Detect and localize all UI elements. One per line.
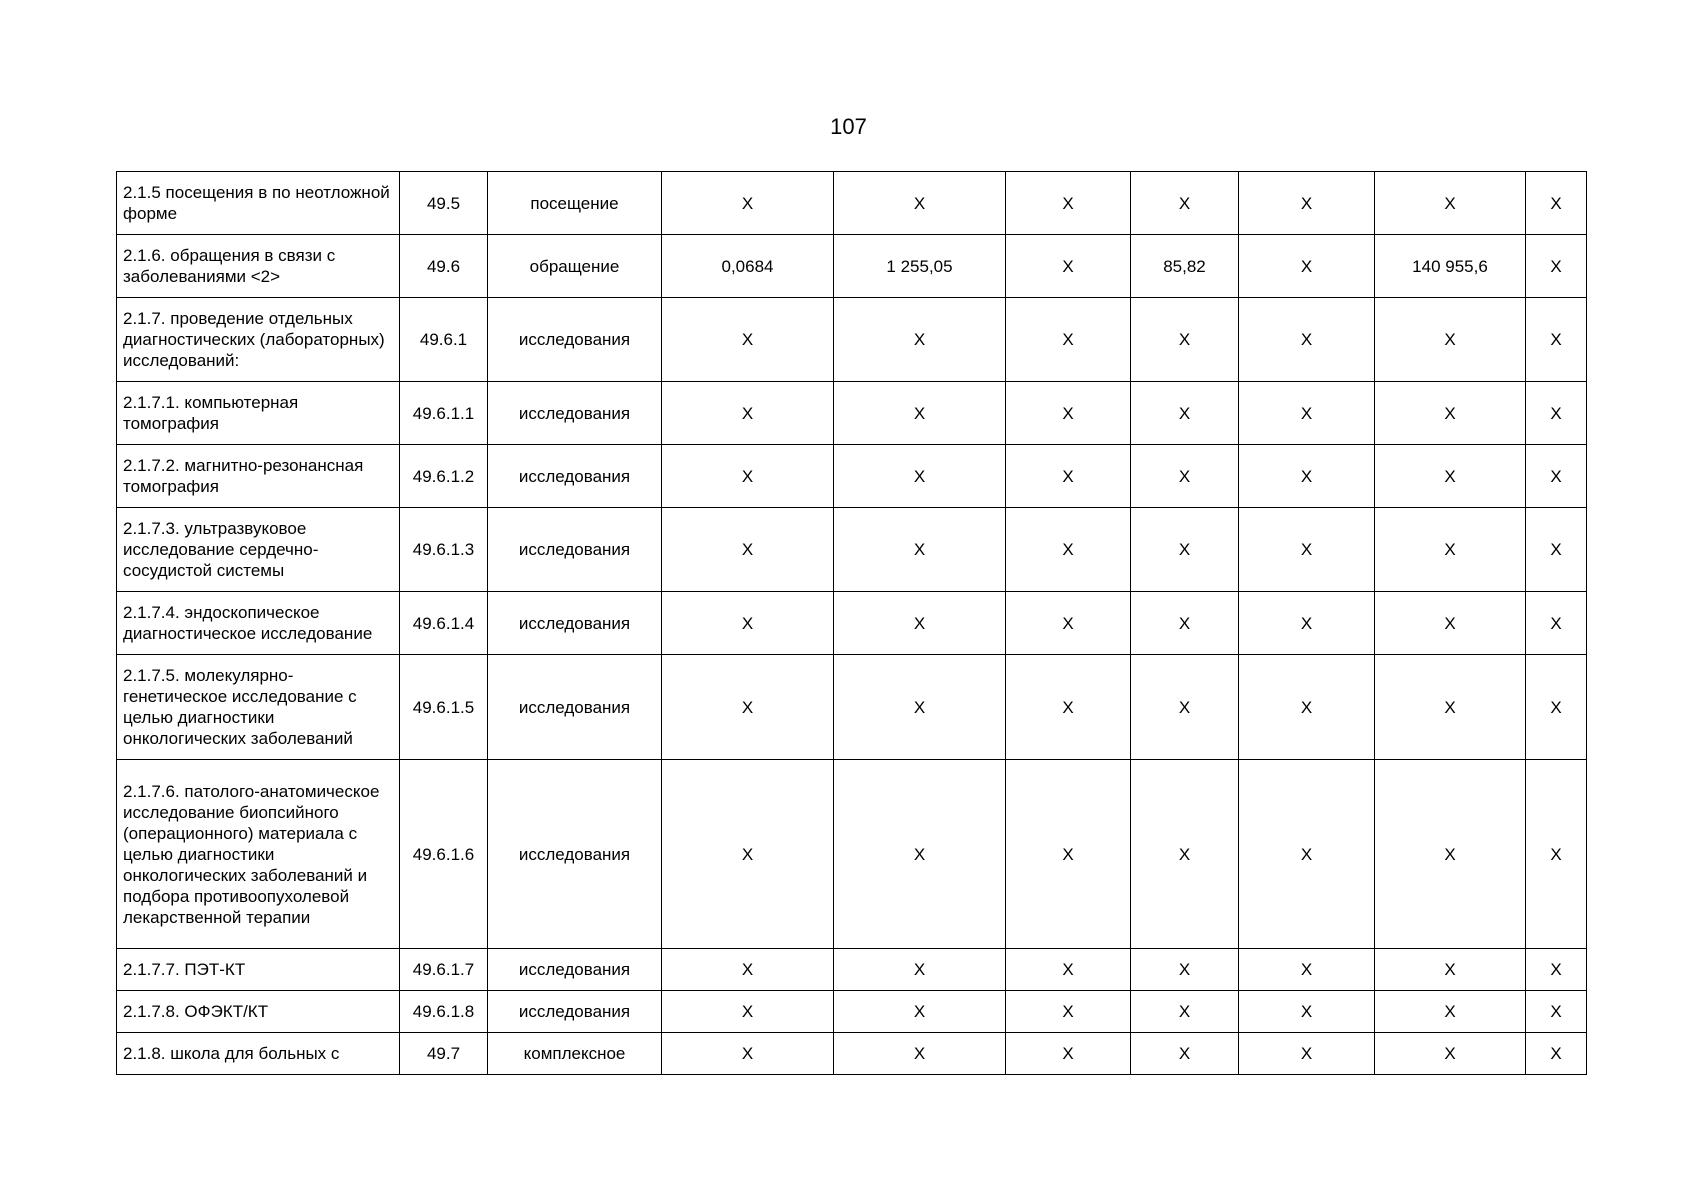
table-row [117, 382, 1587, 445]
row-name-cell: 2.1.7. проведение отдельных диагностических (лабораторных) исследований: [117, 298, 400, 382]
row-value-cell: X [834, 508, 1006, 592]
table-row [117, 445, 1587, 508]
row-value-cell: X [1239, 298, 1375, 382]
row-value-cell: X [1131, 298, 1239, 382]
row-value-cell: X [1131, 382, 1239, 445]
table-row [117, 592, 1587, 655]
row-value-cell: 140 955,6 [1375, 235, 1526, 298]
row-name-cell: 2.1.7.6. патолого-анатомическое исследование биопсийного (операционного) материала с целью диагностики онкологических заболеваний и подбора противоопухолевой лекарственной терапии [117, 760, 400, 949]
table-row [117, 760, 1587, 949]
row-value-cell: X [1239, 508, 1375, 592]
row-value-cell: X [1375, 298, 1526, 382]
row-value-cell: X [1006, 298, 1131, 382]
row-code-cell: 49.6 [400, 235, 488, 298]
row-value-cell: X [834, 949, 1006, 991]
row-value-cell: X [662, 298, 834, 382]
row-value-cell: X [1526, 760, 1587, 949]
row-code-cell: 49.6.1 [400, 298, 488, 382]
row-value-cell: X [1526, 508, 1587, 592]
row-name-cell: 2.1.7.2. магнитно-резонансная томография [117, 445, 400, 508]
row-value-cell: X [1131, 445, 1239, 508]
row-code-cell: 49.6.1.4 [400, 592, 488, 655]
row-code-cell: 49.6.1.5 [400, 655, 488, 760]
row-value-cell: X [662, 991, 834, 1033]
row-value-cell: X [1239, 235, 1375, 298]
row-unit-cell: исследования [488, 949, 662, 991]
row-value-cell: X [1526, 949, 1587, 991]
row-unit-cell: исследования [488, 382, 662, 445]
row-unit-cell: исследования [488, 991, 662, 1033]
row-value-cell: X [1239, 382, 1375, 445]
row-value-cell: X [1239, 760, 1375, 949]
row-unit-cell: исследования [488, 760, 662, 949]
row-value-cell: X [1239, 445, 1375, 508]
row-name-cell: 2.1.7.1. компьютерная томография [117, 382, 400, 445]
row-value-cell: X [1131, 172, 1239, 235]
table-row [117, 991, 1587, 1033]
row-value-cell: X [834, 382, 1006, 445]
row-value-cell: X [1375, 382, 1526, 445]
row-unit-cell: посещение [488, 172, 662, 235]
table-row [117, 508, 1587, 592]
row-unit-cell: исследования [488, 445, 662, 508]
row-value-cell: X [1526, 235, 1587, 298]
row-unit-cell: комплексное [488, 1033, 662, 1075]
row-value-cell: X [1526, 298, 1587, 382]
row-value-cell: X [1006, 949, 1131, 991]
row-value-cell: X [1526, 655, 1587, 760]
row-value-cell: X [1006, 172, 1131, 235]
row-unit-cell: исследования [488, 655, 662, 760]
row-value-cell: X [1131, 949, 1239, 991]
row-value-cell: X [1375, 592, 1526, 655]
row-value-cell: X [1239, 592, 1375, 655]
row-value-cell: X [1526, 382, 1587, 445]
row-name-cell: 2.1.7.4. эндоскопическое диагностическое исследование [117, 592, 400, 655]
row-code-cell: 49.6.1.6 [400, 760, 488, 949]
row-value-cell: X [662, 172, 834, 235]
table-body [117, 172, 1587, 1075]
row-value-cell: X [662, 760, 834, 949]
table-row [117, 235, 1587, 298]
row-value-cell: X [834, 760, 1006, 949]
row-code-cell: 49.7 [400, 1033, 488, 1075]
row-code-cell: 49.6.1.7 [400, 949, 488, 991]
row-value-cell: X [1006, 445, 1131, 508]
row-value-cell: X [1375, 991, 1526, 1033]
row-value-cell: X [662, 655, 834, 760]
row-name-cell: 2.1.7.8. ОФЭКТ/КТ [117, 991, 400, 1033]
row-value-cell: X [1006, 991, 1131, 1033]
row-value-cell: X [1006, 508, 1131, 592]
row-code-cell: 49.5 [400, 172, 488, 235]
row-unit-cell: исследования [488, 592, 662, 655]
row-value-cell: X [1006, 592, 1131, 655]
row-value-cell: X [834, 298, 1006, 382]
table-row [117, 1033, 1587, 1075]
row-value-cell: X [1131, 1033, 1239, 1075]
row-value-cell: 1 255,05 [834, 235, 1006, 298]
row-value-cell: X [1239, 655, 1375, 760]
row-value-cell: X [662, 382, 834, 445]
row-value-cell: X [1131, 592, 1239, 655]
row-unit-cell: исследования [488, 298, 662, 382]
row-name-cell: 2.1.8. школа для больных с [117, 1033, 400, 1075]
row-value-cell: X [1526, 1033, 1587, 1075]
row-value-cell: X [834, 172, 1006, 235]
row-value-cell: X [1006, 382, 1131, 445]
row-value-cell: X [1526, 172, 1587, 235]
table-row [117, 655, 1587, 760]
row-value-cell: X [1239, 172, 1375, 235]
table-row [117, 172, 1587, 235]
row-value-cell: X [662, 508, 834, 592]
row-value-cell: X [1239, 1033, 1375, 1075]
row-value-cell: X [1375, 1033, 1526, 1075]
row-value-cell: X [1526, 991, 1587, 1033]
row-value-cell: 85,82 [1131, 235, 1239, 298]
row-name-cell: 2.1.7.3. ультразвуковое исследование сердечно-сосудистой системы [117, 508, 400, 592]
row-value-cell: X [1131, 760, 1239, 949]
row-value-cell: X [1006, 1033, 1131, 1075]
row-name-cell: 2.1.7.5. молекулярно-генетическое исследование с целью диагностики онкологических заболеваний [117, 655, 400, 760]
row-unit-cell: обращение [488, 235, 662, 298]
data-table [116, 171, 1587, 1075]
row-code-cell: 49.6.1.2 [400, 445, 488, 508]
row-value-cell: X [662, 445, 834, 508]
row-value-cell: X [1375, 172, 1526, 235]
row-value-cell: X [1375, 508, 1526, 592]
row-value-cell: X [1131, 508, 1239, 592]
row-code-cell: 49.6.1.8 [400, 991, 488, 1033]
page-number: 107 [830, 114, 867, 139]
table-row [117, 298, 1587, 382]
row-value-cell: X [1375, 445, 1526, 508]
row-value-cell: X [1375, 655, 1526, 760]
row-value-cell: X [1131, 655, 1239, 760]
row-name-cell: 2.1.6. обращения в связи с заболеваниями <2> [117, 235, 400, 298]
row-value-cell: X [1239, 991, 1375, 1033]
row-value-cell: X [834, 1033, 1006, 1075]
row-value-cell: X [1006, 235, 1131, 298]
row-value-cell: X [1239, 949, 1375, 991]
row-value-cell: X [834, 445, 1006, 508]
row-value-cell: X [834, 655, 1006, 760]
row-value-cell: 0,0684 [662, 235, 834, 298]
row-value-cell: X [662, 592, 834, 655]
row-value-cell: X [1375, 760, 1526, 949]
row-code-cell: 49.6.1.3 [400, 508, 488, 592]
row-value-cell: X [662, 1033, 834, 1075]
row-name-cell: 2.1.5 посещения в по неотложной форме [117, 172, 400, 235]
row-value-cell: X [1006, 655, 1131, 760]
row-value-cell: X [834, 991, 1006, 1033]
row-unit-cell: исследования [488, 508, 662, 592]
row-value-cell: X [834, 592, 1006, 655]
row-value-cell: X [1526, 592, 1587, 655]
row-value-cell: X [662, 949, 834, 991]
row-name-cell: 2.1.7.7. ПЭТ-КТ [117, 949, 400, 991]
row-value-cell: X [1131, 991, 1239, 1033]
row-value-cell: X [1526, 445, 1587, 508]
row-value-cell: X [1375, 949, 1526, 991]
row-value-cell: X [1006, 760, 1131, 949]
row-code-cell: 49.6.1.1 [400, 382, 488, 445]
table-row [117, 949, 1587, 991]
